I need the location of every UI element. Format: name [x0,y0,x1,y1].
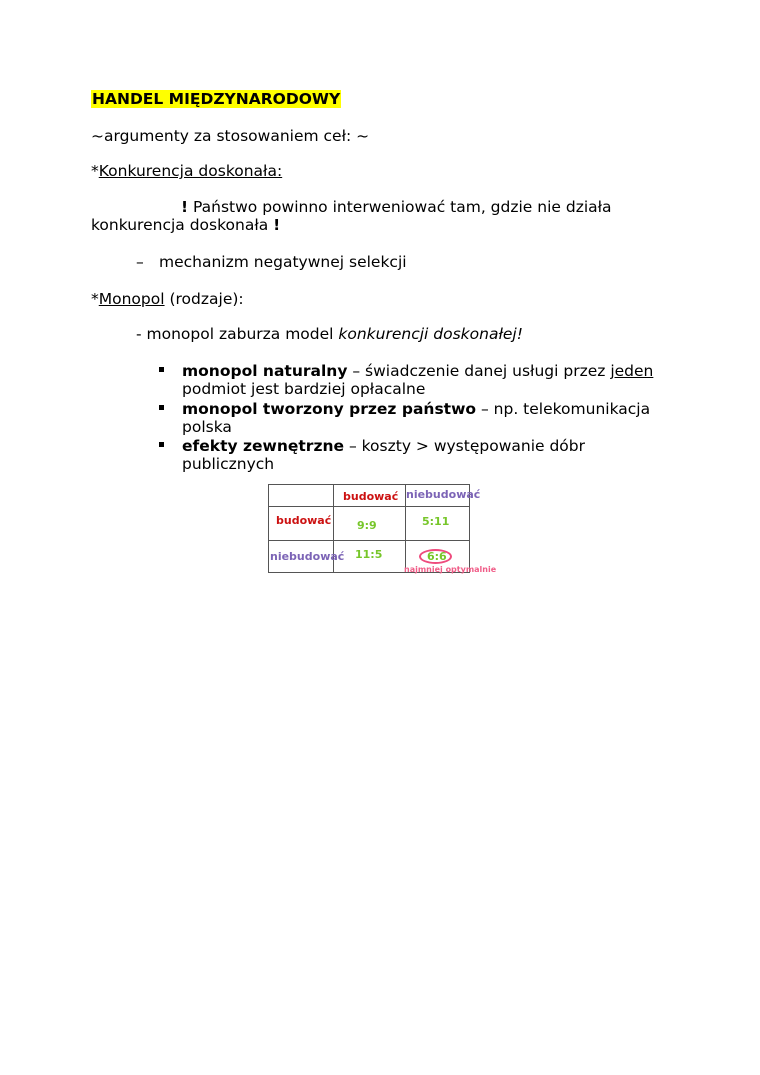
bullet-text: – świadczenie danej usługi przez [347,362,611,380]
intro-text: - monopol zaburza model [136,325,339,343]
payoff-cell: 6:6 [427,550,447,563]
bullet-text: – koszty > występowanie dóbr [344,437,585,455]
section-star: * [91,290,99,308]
note-text-2: konkurencja doskonała [91,216,274,234]
bullet-bold: monopol naturalny [182,362,348,380]
bullet-square-icon [159,442,164,447]
row-header-budowac: budować [276,514,332,527]
document-title: HANDEL MIĘDZYNARODOWY [92,90,341,108]
bullet-item-2-continuation: polska [182,418,232,436]
note-line-1 [181,198,612,216]
section-heading-text: Konkurencja doskonała: [98,162,283,180]
highlight-circle-icon [419,549,452,564]
section-heading-text: Monopol [98,290,165,308]
bullet-bold: efekty zewnętrzne [182,437,345,455]
monopol-intro [136,325,523,343]
exclamation-mark: ! [273,216,281,234]
bullet-underlined: jeden [610,362,654,380]
payoff-cell: 9:9 [357,519,377,532]
dash-marker: – [136,253,144,271]
section-heading-suffix: (rodzaje): [164,290,244,308]
exclamation-mark: ! [181,198,189,216]
arguments-heading: ~argumenty za stosowaniem ceł: ~ [91,127,370,145]
payoff-cell: 5:11 [422,515,450,528]
col-header-budowac: budować [343,490,399,503]
note-line-2 [91,216,280,234]
annotation-label: najmniej optymalnie [404,565,497,574]
row-header-niebudowac: niebudować [270,550,345,563]
dash-item-text: mechanizm negatywnej selekcji [159,253,407,271]
bullet-square-icon [159,367,164,372]
bullet-bold: monopol tworzony przez państwo [182,400,477,418]
bullet-square-icon [159,405,164,410]
section-star: * [91,162,99,180]
note-text-1: Państwo powinno interweniować tam, gdzie nie działa [188,198,612,216]
section-konkurencja-heading [91,162,282,180]
table-divider [269,540,469,541]
bullet-item-1-continuation: podmiot jest bardziej opłacalne [182,380,426,398]
section-monopol-heading [91,290,244,308]
bullet-text: – np. telekomunikacja [476,400,651,418]
col-header-niebudowac: niebudować [406,488,481,501]
table-divider [269,506,469,507]
bullet-item-3-continuation: publicznych [182,455,275,473]
bullet-item-1 [182,362,653,380]
bullet-item-2 [182,400,650,418]
intro-italic: konkurencji doskonałej! [338,325,523,343]
bullet-item-3 [182,437,585,455]
payoff-cell: 11:5 [355,548,383,561]
